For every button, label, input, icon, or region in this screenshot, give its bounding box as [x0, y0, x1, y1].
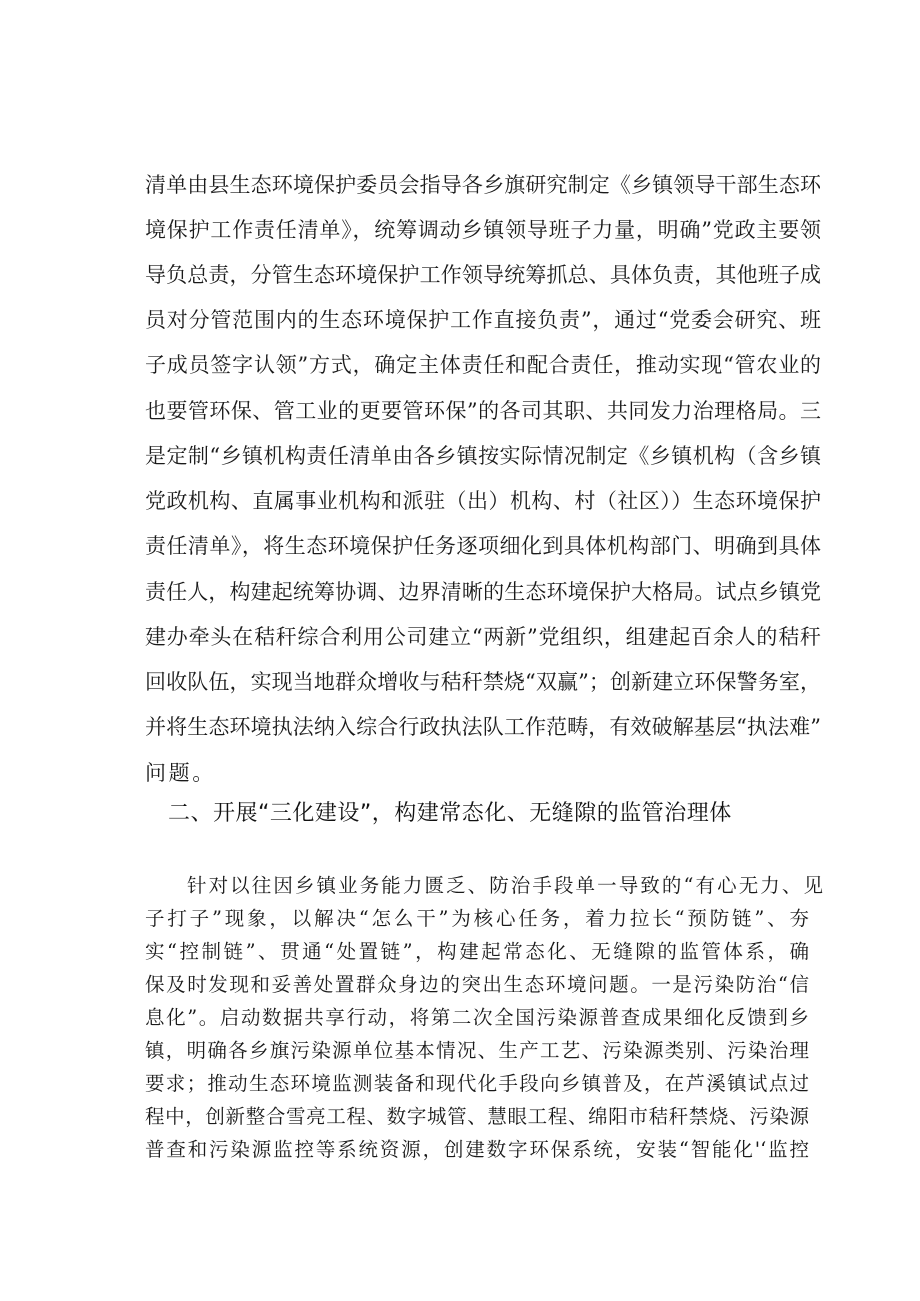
paragraph-2-line: 程中，创新整合雪亮工程、数字城管、慧眼工程、绵阳市秸秆禁烧、污染源	[145, 1105, 809, 1128]
paragraph-1-line: 子成员签字认领”方式，确定主体责任和配合责任，推动实现“管农业的	[145, 353, 821, 377]
paragraph-1-line: 建办牵头在秸秆综合利用公司建立“两新”党组织，组建起百余人的秸秆	[145, 625, 821, 649]
paragraph-2-line: 息化”。启动数据共享行动，将第二次全国污染源普查成果细化反馈到乡	[145, 1006, 809, 1029]
paragraph-1-line: 责任清单》，将生态环境保护任务逐项细化到具体机构部门、明确到具体	[145, 534, 821, 558]
paragraph-1-line: 是定制“乡镇机构责任清单由各乡镇按实际情况制定《乡镇机构（含乡镇	[145, 444, 821, 468]
paragraph-1-line: 责任人，构建起统筹协调、边界清晰的生态环境保护大格局。试点乡镇党	[145, 580, 821, 604]
paragraph-1-line: 党政机构、直属事业机构和派驻（出）机构、村（社区））生态环境保护	[145, 489, 821, 513]
paragraph-1-line: 员对分管范围内的生态环境保护工作直接负责”，通过“党委会研究、班	[145, 308, 821, 332]
paragraph-2-line: 普查和污染源监控等系统资源，创建数字环保系统，安装“智能化'‘监控	[145, 1138, 809, 1161]
paragraph-2-line: 保及时发现和妥善处置群众身边的突出生态环境问题。一是污染防治“信	[145, 973, 809, 996]
paragraph-1-line: 清单由县生态环境保护委员会指导各乡旗研究制定《乡镇领导干部生态环	[145, 173, 821, 197]
paragraph-1-line: 境保护工作责任清单》，统筹调动乡镇领导班子力量，明确”党政主要领	[145, 218, 821, 242]
paragraph-1-line: 也要管环保、管工业的更要管环保”的各司其职、共同发力治理格局。三	[145, 399, 821, 423]
paragraph-2-line: 实“控制链”、贯通“处置链”，构建起常态化、无缝隙的监管体系，确	[145, 940, 809, 963]
paragraph-1-line: 并将生态环境执法纳入综合行政执法队工作范畴，有效破解基层“执法难”	[145, 715, 821, 739]
paragraph-2-line: 要求；推动生态环境监测装备和现代化手段向乡镇普及，在芦溪镇试点过	[145, 1072, 809, 1095]
section-heading: 二、开展“三化建设”，构建常态化、无缝隙的监管治理体	[168, 801, 732, 826]
paragraph-1-line: 导负总责，分管生态环境保护工作领导统筹抓总、具体负责，其他班子成	[145, 263, 821, 287]
paragraph-2-line: 子打子”现象，以解决“怎么干”为核心任务，着力拉长“预防链”、夯	[145, 907, 809, 930]
paragraph-1-line: 回收队伍，实现当地群众增收与秸秆禁烧“双赢”；创新建立环保警务室，	[145, 670, 821, 694]
paragraph-2-line: 针对以往因乡镇业务能力匮乏、防治手段单一导致的“有心无力、见	[187, 874, 823, 897]
paragraph-1-line: 问题。	[145, 761, 216, 785]
paragraph-2-line: 镇，明确各乡旗污染源单位基本情况、生产工艺、污染源类别、污染治理	[145, 1039, 809, 1062]
